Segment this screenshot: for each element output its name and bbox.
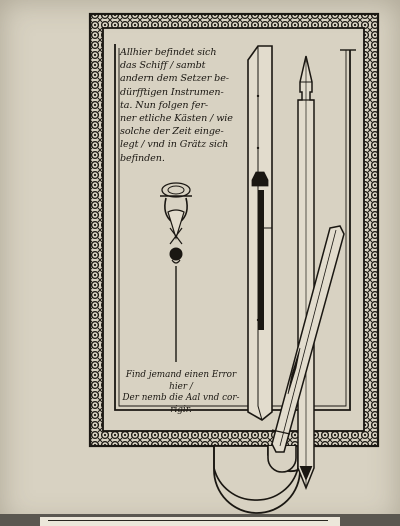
- compass-instrument: [160, 183, 192, 362]
- galley-tab: [214, 446, 300, 513]
- caption-line: dürfftigen Instrumen-: [120, 86, 224, 98]
- caption-line: legt / vnd in Grätz sich: [120, 139, 229, 151]
- errata-line: Der nemb die Aal vnd cor-: [122, 393, 240, 403]
- errata-note: [118, 370, 244, 416]
- caption-text: [120, 46, 242, 165]
- next-page-rule: [48, 520, 328, 521]
- setting-rule: [248, 46, 272, 420]
- awl-instrument: [298, 56, 314, 488]
- caption-line: befinden.: [120, 152, 165, 164]
- caption-line: ta. Nun folgen fer-: [120, 99, 209, 111]
- caption-line: Allhier befindet sich: [120, 47, 217, 58]
- caption-line: solche der Zeit einge-: [120, 126, 224, 138]
- errata-line: rigir.: [170, 404, 192, 415]
- errata-line: Find jemand einen Error: [125, 370, 237, 380]
- next-page-edge: [0, 514, 400, 526]
- next-page-sheet: [40, 517, 340, 526]
- caption-line: das Schiff / sambt: [120, 60, 206, 72]
- caption-line: ner etliche Kästen / wie: [120, 113, 233, 125]
- caption-line: andern dem Setzer be-: [120, 73, 229, 85]
- errata-line: hier /: [169, 381, 193, 392]
